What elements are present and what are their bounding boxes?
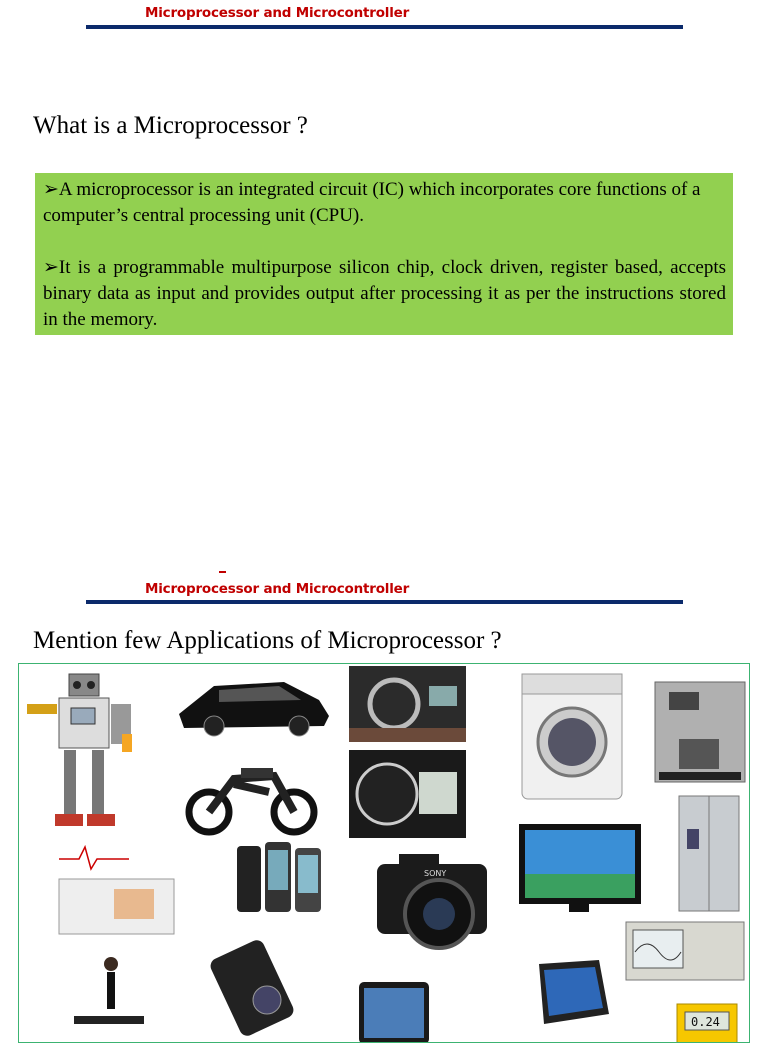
car-dashboard-icon: [349, 666, 466, 742]
robot-icon: [27, 674, 132, 826]
washing-machine-icon: [522, 674, 622, 799]
definition-box: [35, 173, 733, 335]
slide2-header-title: Microprocessor and Microcontroller: [145, 581, 410, 597]
refrigerator-icon: [679, 796, 739, 911]
mp3-player-icon: [208, 938, 296, 1039]
camera-brand-label: SONY: [424, 869, 447, 878]
definition-paragraph-1: [43, 177, 726, 229]
instrument-cluster-icon: [349, 750, 466, 838]
treadmill-icon: [74, 957, 144, 1024]
slide1-title: What is a Microprocessor ?: [33, 112, 308, 139]
bullet-arrow-icon: ➢: [43, 257, 59, 278]
applications-gallery: [18, 663, 750, 1043]
tablets-icon: [359, 982, 429, 1043]
oscilloscope-icon: [626, 922, 744, 980]
slide2-header-rule: [86, 600, 683, 604]
decorative-dash: [219, 571, 226, 573]
television-icon: [519, 824, 641, 912]
coffee-machine-icon: [655, 682, 745, 782]
slide1-header-title: Microprocessor and Microcontroller: [145, 5, 410, 21]
car-icon: [179, 682, 329, 736]
mobile-phones-icon: [237, 842, 321, 912]
camera-icon: [377, 854, 487, 948]
definition-text-1: A microprocessor is an integrated circuit (IC) which incorporates core functions of a computer’s central processing unit (CPU).: [43, 179, 701, 226]
ecg-monitoring-icon: [59, 847, 174, 934]
motorcycle-icon: [189, 768, 314, 832]
definition-text-2: It is a programmable multipurpose silicon chip, clock driven, register based, accepts binary data as input and provides output after processing it as per the instructions stored in the memory.: [43, 257, 726, 330]
multimeter-reading: 0.24: [691, 1015, 720, 1029]
bullet-arrow-icon: ➢: [43, 179, 59, 200]
definition-paragraph-2: [43, 255, 726, 333]
slide1-header-rule: [86, 25, 683, 29]
slide2-title: Mention few Applications of Microprocessor ?: [33, 627, 502, 654]
laptop-icon: [539, 960, 609, 1024]
